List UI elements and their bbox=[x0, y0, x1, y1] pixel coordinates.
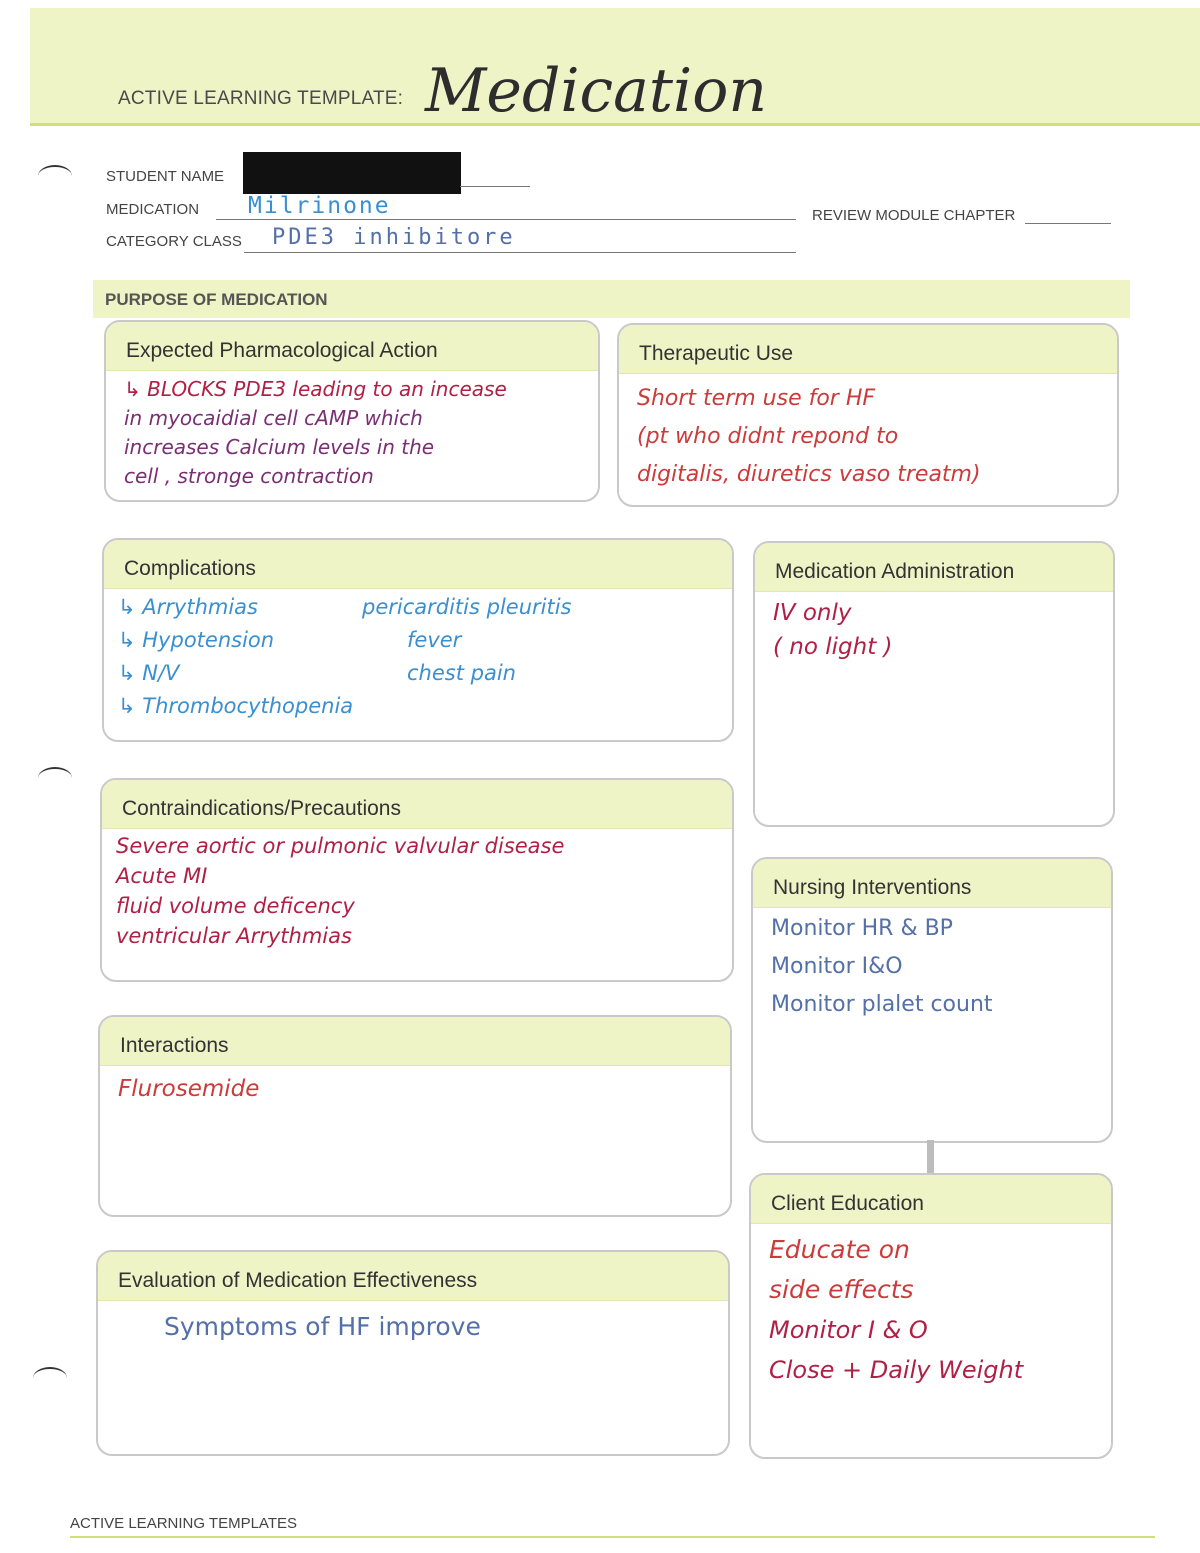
pharm-line-2[interactable]: in myocaidial cell cAMP which bbox=[124, 406, 423, 430]
therapeutic-line-3[interactable]: digitalis, diuretics vaso treatm) bbox=[637, 462, 981, 487]
category-class-label: CATEGORY CLASS bbox=[106, 233, 242, 250]
nursing-line-2[interactable]: Monitor I&O bbox=[771, 954, 903, 979]
interactions-box bbox=[98, 1015, 732, 1217]
complication-right-3[interactable]: chest pain bbox=[407, 661, 516, 685]
evaluation-title: Evaluation of Medication Effectiveness bbox=[98, 1252, 728, 1301]
footer-rule bbox=[70, 1536, 1155, 1538]
client-education-title: Client Education bbox=[751, 1175, 1111, 1224]
footer-label: ACTIVE LEARNING TEMPLATES bbox=[70, 1515, 297, 1532]
pharm-action-title: Expected Pharmacological Action bbox=[106, 322, 598, 371]
pharm-action-box bbox=[104, 320, 600, 502]
binder-hole-top bbox=[38, 165, 72, 187]
therapeutic-use-box bbox=[617, 323, 1119, 507]
review-module-line bbox=[1025, 223, 1111, 224]
contraindications-title: Contraindications/Precautions bbox=[102, 780, 732, 829]
pharm-line-4[interactable]: cell , stronge contraction bbox=[124, 464, 374, 488]
complications-title: Complications bbox=[104, 540, 732, 589]
student-name-label: STUDENT NAME bbox=[106, 168, 225, 185]
administration-line-1[interactable]: IV only bbox=[773, 600, 852, 626]
interactions-title: Interactions bbox=[100, 1017, 730, 1066]
evaluation-line-1[interactable]: Symptoms of HF improve bbox=[164, 1312, 481, 1341]
medication-administration-box bbox=[753, 541, 1115, 827]
template-label: ACTIVE LEARNING TEMPLATE: bbox=[118, 88, 404, 109]
complications-box bbox=[102, 538, 734, 742]
education-line-2[interactable]: side effects bbox=[769, 1275, 914, 1304]
complication-left-4[interactable]: ↳ Thrombocythopenia bbox=[118, 694, 354, 718]
medication-label: MEDICATION bbox=[106, 201, 200, 218]
pharm-line-1[interactable]: ↳ BLOCKS PDE3 leading to an incease bbox=[124, 377, 507, 401]
contra-line-2[interactable]: Acute MI bbox=[116, 864, 208, 888]
student-name-line bbox=[460, 186, 530, 187]
education-line-4[interactable]: Close + Daily Weight bbox=[769, 1356, 1024, 1384]
nursing-line-1[interactable]: Monitor HR & BP bbox=[771, 916, 953, 941]
evaluation-box bbox=[96, 1250, 730, 1456]
education-line-3[interactable]: Monitor I & O bbox=[769, 1316, 928, 1344]
purpose-label: PURPOSE OF MEDICATION bbox=[105, 290, 328, 309]
therapeutic-line-1[interactable]: Short term use for HF bbox=[637, 386, 876, 411]
review-module-label: REVIEW MODULE CHAPTER bbox=[812, 207, 1016, 224]
header-band bbox=[30, 8, 1200, 126]
medication-administration-title: Medication Administration bbox=[755, 543, 1113, 592]
category-class-value[interactable]: PDE3 inhibitore bbox=[272, 225, 516, 250]
contraindications-box bbox=[100, 778, 734, 982]
complication-left-1[interactable]: ↳ Arrythmias bbox=[118, 595, 258, 619]
nursing-interventions-title: Nursing Interventions bbox=[753, 859, 1111, 908]
pharm-line-3[interactable]: increases Calcium levels in the bbox=[124, 435, 435, 459]
administration-line-2[interactable]: ( no light ) bbox=[773, 634, 893, 660]
complication-right-2[interactable]: fever bbox=[407, 628, 462, 652]
contra-line-3[interactable]: fluid volume deficency bbox=[116, 894, 355, 918]
complication-left-3[interactable]: ↳ N/V bbox=[118, 661, 180, 685]
contra-line-4[interactable]: ventricular Arrythmias bbox=[116, 924, 352, 948]
page-title: Medication bbox=[425, 56, 767, 126]
interactions-line-1[interactable]: Flurosemide bbox=[118, 1076, 260, 1102]
complication-left-2[interactable]: ↳ Hypotension bbox=[118, 628, 275, 652]
nursing-line-3[interactable]: Monitor plalet count bbox=[771, 992, 993, 1017]
education-line-1[interactable]: Educate on bbox=[769, 1235, 910, 1264]
therapeutic-line-2[interactable]: (pt who didnt repond to bbox=[637, 424, 899, 449]
nursing-interventions-box bbox=[751, 857, 1113, 1143]
box-connector bbox=[927, 1140, 934, 1173]
medication-line bbox=[216, 219, 796, 220]
purpose-band bbox=[93, 280, 1130, 318]
category-class-line bbox=[244, 252, 796, 253]
contra-line-1[interactable]: Severe aortic or pulmonic valvular disease bbox=[116, 834, 565, 858]
binder-hole-bottom bbox=[33, 1367, 67, 1389]
binder-hole-middle bbox=[38, 767, 72, 789]
complication-right-1[interactable]: pericarditis pleuritis bbox=[362, 595, 572, 619]
medication-value[interactable]: Milrinone bbox=[248, 193, 391, 219]
redacted-name-box bbox=[243, 152, 461, 194]
therapeutic-use-title: Therapeutic Use bbox=[619, 325, 1117, 374]
client-education-box bbox=[749, 1173, 1113, 1459]
